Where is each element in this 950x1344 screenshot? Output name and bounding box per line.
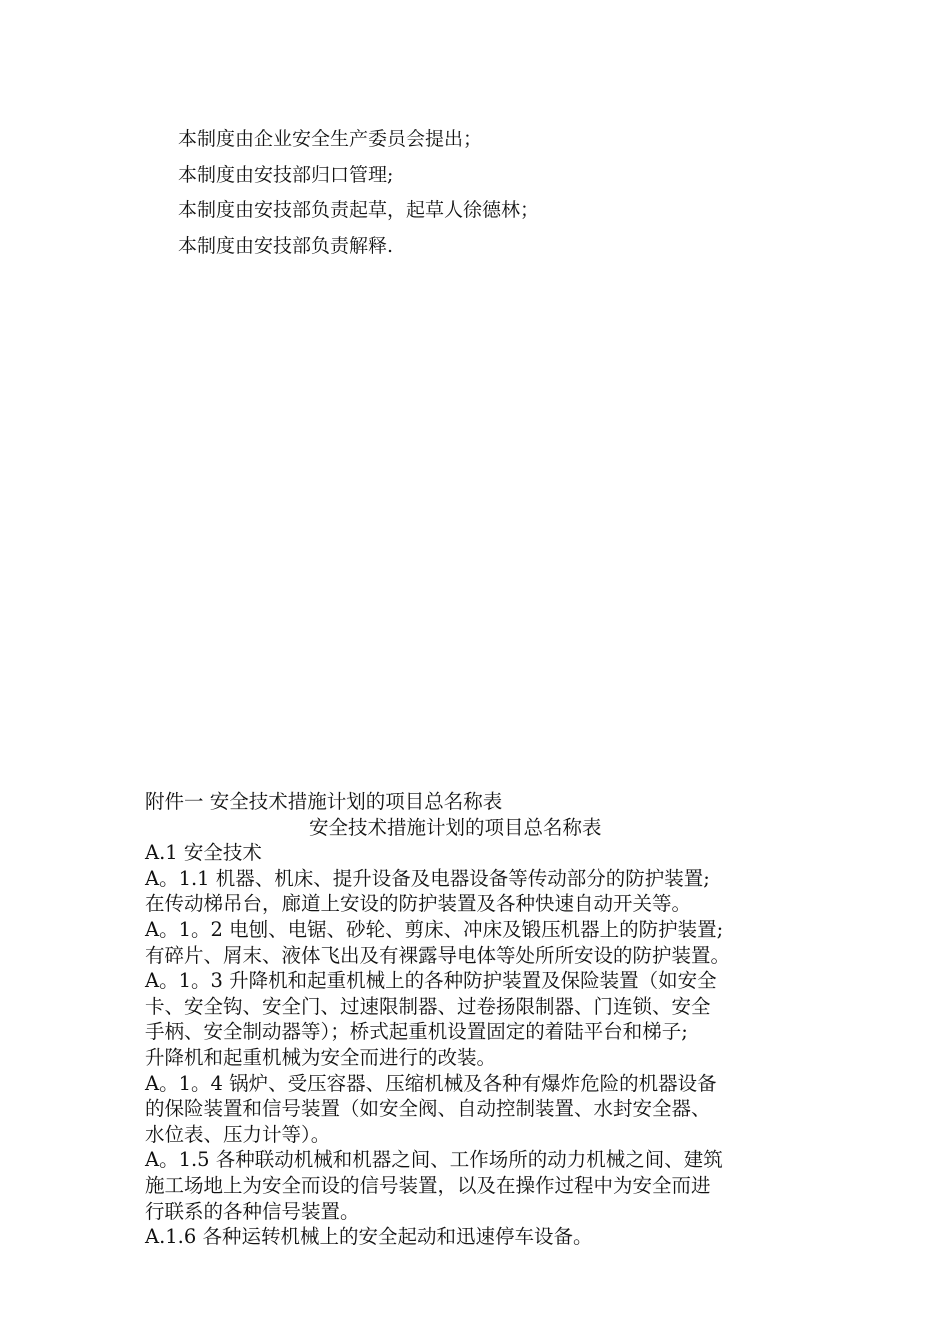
note-line: 本制度由安技部负责解释. (178, 234, 394, 257)
item-line: 在传动梯吊台，廊道上安设的防护装置及各种快速自动开关等。 (145, 892, 692, 916)
item-line: A。1。3 升降机和起重机械上的各种防护装置及保险装置（如安全 (145, 969, 717, 993)
item-line: A。1。4 锅炉、受压容器、压缩机械及各种有爆炸危险的机器设备 (145, 1071, 717, 1095)
appendix-subtitle: 安全技术措施计划的项目总名称表 (309, 815, 602, 839)
item-line: 升降机和起重机械为安全而进行的改装。 (145, 1045, 497, 1069)
item-line: A。1.1 机器、机床、提升设备及电器设备等传动部分的防护装置; (145, 866, 710, 890)
item-line: 施工场地上为安全而设的信号装置，以及在操作过程中为安全而进 (145, 1173, 711, 1197)
item-line: 有碎片、屑末、液体飞出及有裸露导电体等处所所安设的防护装置。 (145, 943, 731, 967)
item-line: A。1。2 电刨、电锯、砂轮、剪床、冲床及锻压机器上的防护装置; (145, 917, 724, 941)
item-line: 手柄、安全制动器等）；桥式起重机设置固定的着陆平台和梯子; (145, 1020, 688, 1044)
item-line: 卡、安全钩、安全门、过速限制器、过卷扬限制器、门连锁、安全 (145, 994, 711, 1018)
note-line: 本制度由企业安全生产委员会提出； (178, 128, 483, 150)
note-line: 本制度由安技部归口管理; (178, 163, 394, 186)
appendix-heading: 附件一 安全技术措施计划的项目总名称表 (145, 790, 503, 813)
item-line: 的保险装置和信号装置（如安全阀、自动控制装置、水封安全器、 (145, 1097, 711, 1121)
item-line: A。1.5 各种联动机械和机器之间、工作场所的动力机械之间、建筑 (145, 1148, 723, 1172)
item-line: A.1.6 各种运转机械上的安全起动和迅速停车设备。 (145, 1225, 593, 1249)
note-line: 本制度由安技部负责起草，起草人徐德林； (178, 199, 540, 221)
appendix-section (145, 789, 825, 1250)
section-title: A.1 安全技术 (145, 841, 262, 865)
item-line: 水位表、压力计等）。 (145, 1122, 331, 1146)
item-line: 行联系的各种信号装置。 (145, 1199, 360, 1223)
regulation-notes (178, 122, 878, 264)
